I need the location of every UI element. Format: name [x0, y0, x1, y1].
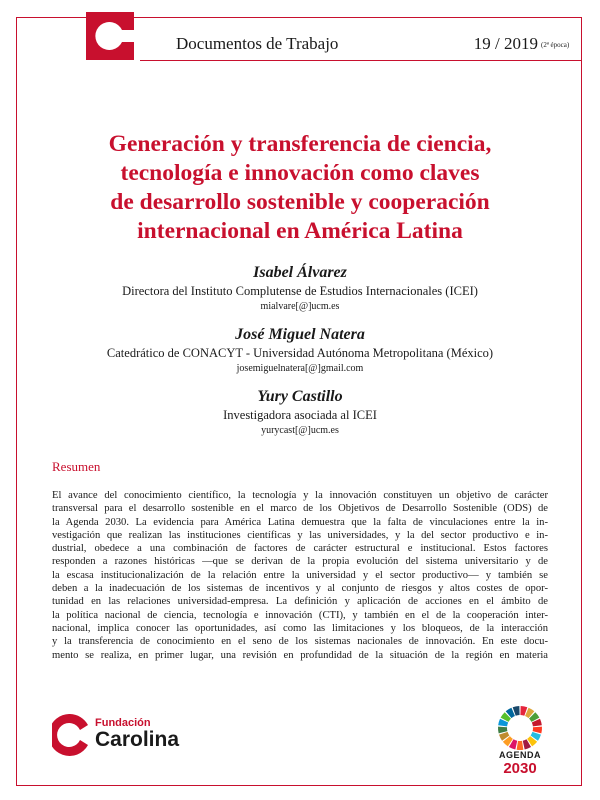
abstract-line: nacional, implica conocer las oportunidades, así como las limitaciones y los bloqueos, de la interacción	[52, 622, 548, 634]
fundacion-label: Fundación	[95, 717, 151, 729]
abstract-line: la Agenda 2030. La evidencia para América Latina demuestra que la falta de vinculaciones entre la in-	[52, 516, 548, 528]
series-title: Documentos de Trabajo	[176, 34, 339, 53]
sdg-color-wheel-icon	[497, 705, 543, 751]
agenda-label: AGENDA	[498, 750, 541, 760]
abstract-line: vestigación que realizan las instituciones científicas y las universidades, y la del sector productivo e in-	[52, 529, 548, 541]
author-block	[40, 263, 560, 314]
author-block	[40, 387, 560, 438]
author-email: mialvare[@]ucm.es	[260, 301, 340, 312]
abstract-line: y la transferencia de conocimiento en el seno de los sistemas nacionales de innovación. En este docu-	[52, 636, 548, 648]
title-line: internacional en América Latina	[137, 218, 463, 244]
title-line: tecnología e innovación como claves	[120, 160, 480, 186]
abstract-line: responden a razones históricas —que se derivan de la propia evolución del sistema universitario y de	[52, 556, 548, 568]
abstract-line: mento se realiza, en primer lugar, una revisión en profundidad de la situación de la región en materia	[52, 649, 548, 661]
agenda-year: 2030	[503, 760, 537, 777]
title-line: Generación y transferencia de ciencia,	[108, 131, 492, 157]
author-email: josemiguelnatera[@]gmail.com	[236, 363, 364, 374]
abstract-line: transversal para el desarrollo sostenible en el marco de los Objetivos de Desarrollo Sostenible (ODS) de	[52, 503, 548, 515]
sdg-wheel-segment	[498, 727, 507, 734]
carolina-label: Carolina	[95, 728, 180, 751]
epoca-label: (2ª época)	[541, 41, 570, 49]
abstract-line: El avance del conocimiento científico, la tecnología y la innovación constituyen un objetivo de carácter	[52, 490, 548, 501]
author-affiliation: Directora del Instituto Complutense de Estudios Internacionales (ICEI)	[122, 284, 478, 298]
author-affiliation: Investigadora asociada al ICEI	[223, 408, 377, 422]
abstract-line: dustrial, obedece a una combinación de factores de carácter estructural e institucional. Estos factores	[52, 543, 548, 555]
abstract-text	[52, 489, 548, 662]
title-line: de desarrollo sostenible y cooperación	[110, 189, 490, 215]
sdg-wheel-segment	[533, 727, 542, 734]
document-title	[40, 130, 560, 246]
sdg-wheel-segment	[517, 741, 524, 750]
issue-number: 19 / 2019	[473, 34, 538, 53]
red-c-logo-icon	[86, 12, 134, 60]
author-name: José Miguel Natera	[235, 326, 365, 343]
resumen-heading: Resumen	[52, 459, 101, 474]
author-affiliation: Catedrático de CONACYT - Universidad Autónoma Metropolitana (México)	[106, 346, 494, 360]
author-name: Yury Castillo	[257, 388, 343, 405]
abstract-line: deben a la inadecuación de los sistemas de incentivos y al conjunto de riesgos y altos costes de opor-	[52, 583, 548, 595]
header-rule	[140, 60, 582, 61]
fundacion-carolina-logo-icon	[52, 714, 88, 756]
author-name: Isabel Álvarez	[253, 264, 347, 281]
abstract-line: tunidad en las relaciones universidad-empresa. La definición y aplicación de acciones en el ámbito de	[52, 596, 548, 608]
abstract-line: la política nacional de ciencia, tecnología e innovación (CTI), y también en el de la cooperación inter-	[52, 609, 548, 621]
author-block	[40, 325, 560, 376]
abstract-line: la escasa institucionalización de la relación entre la universidad y el sector productivo— y también se	[52, 569, 548, 581]
author-email: yurycast[@]ucm.es	[261, 425, 339, 436]
